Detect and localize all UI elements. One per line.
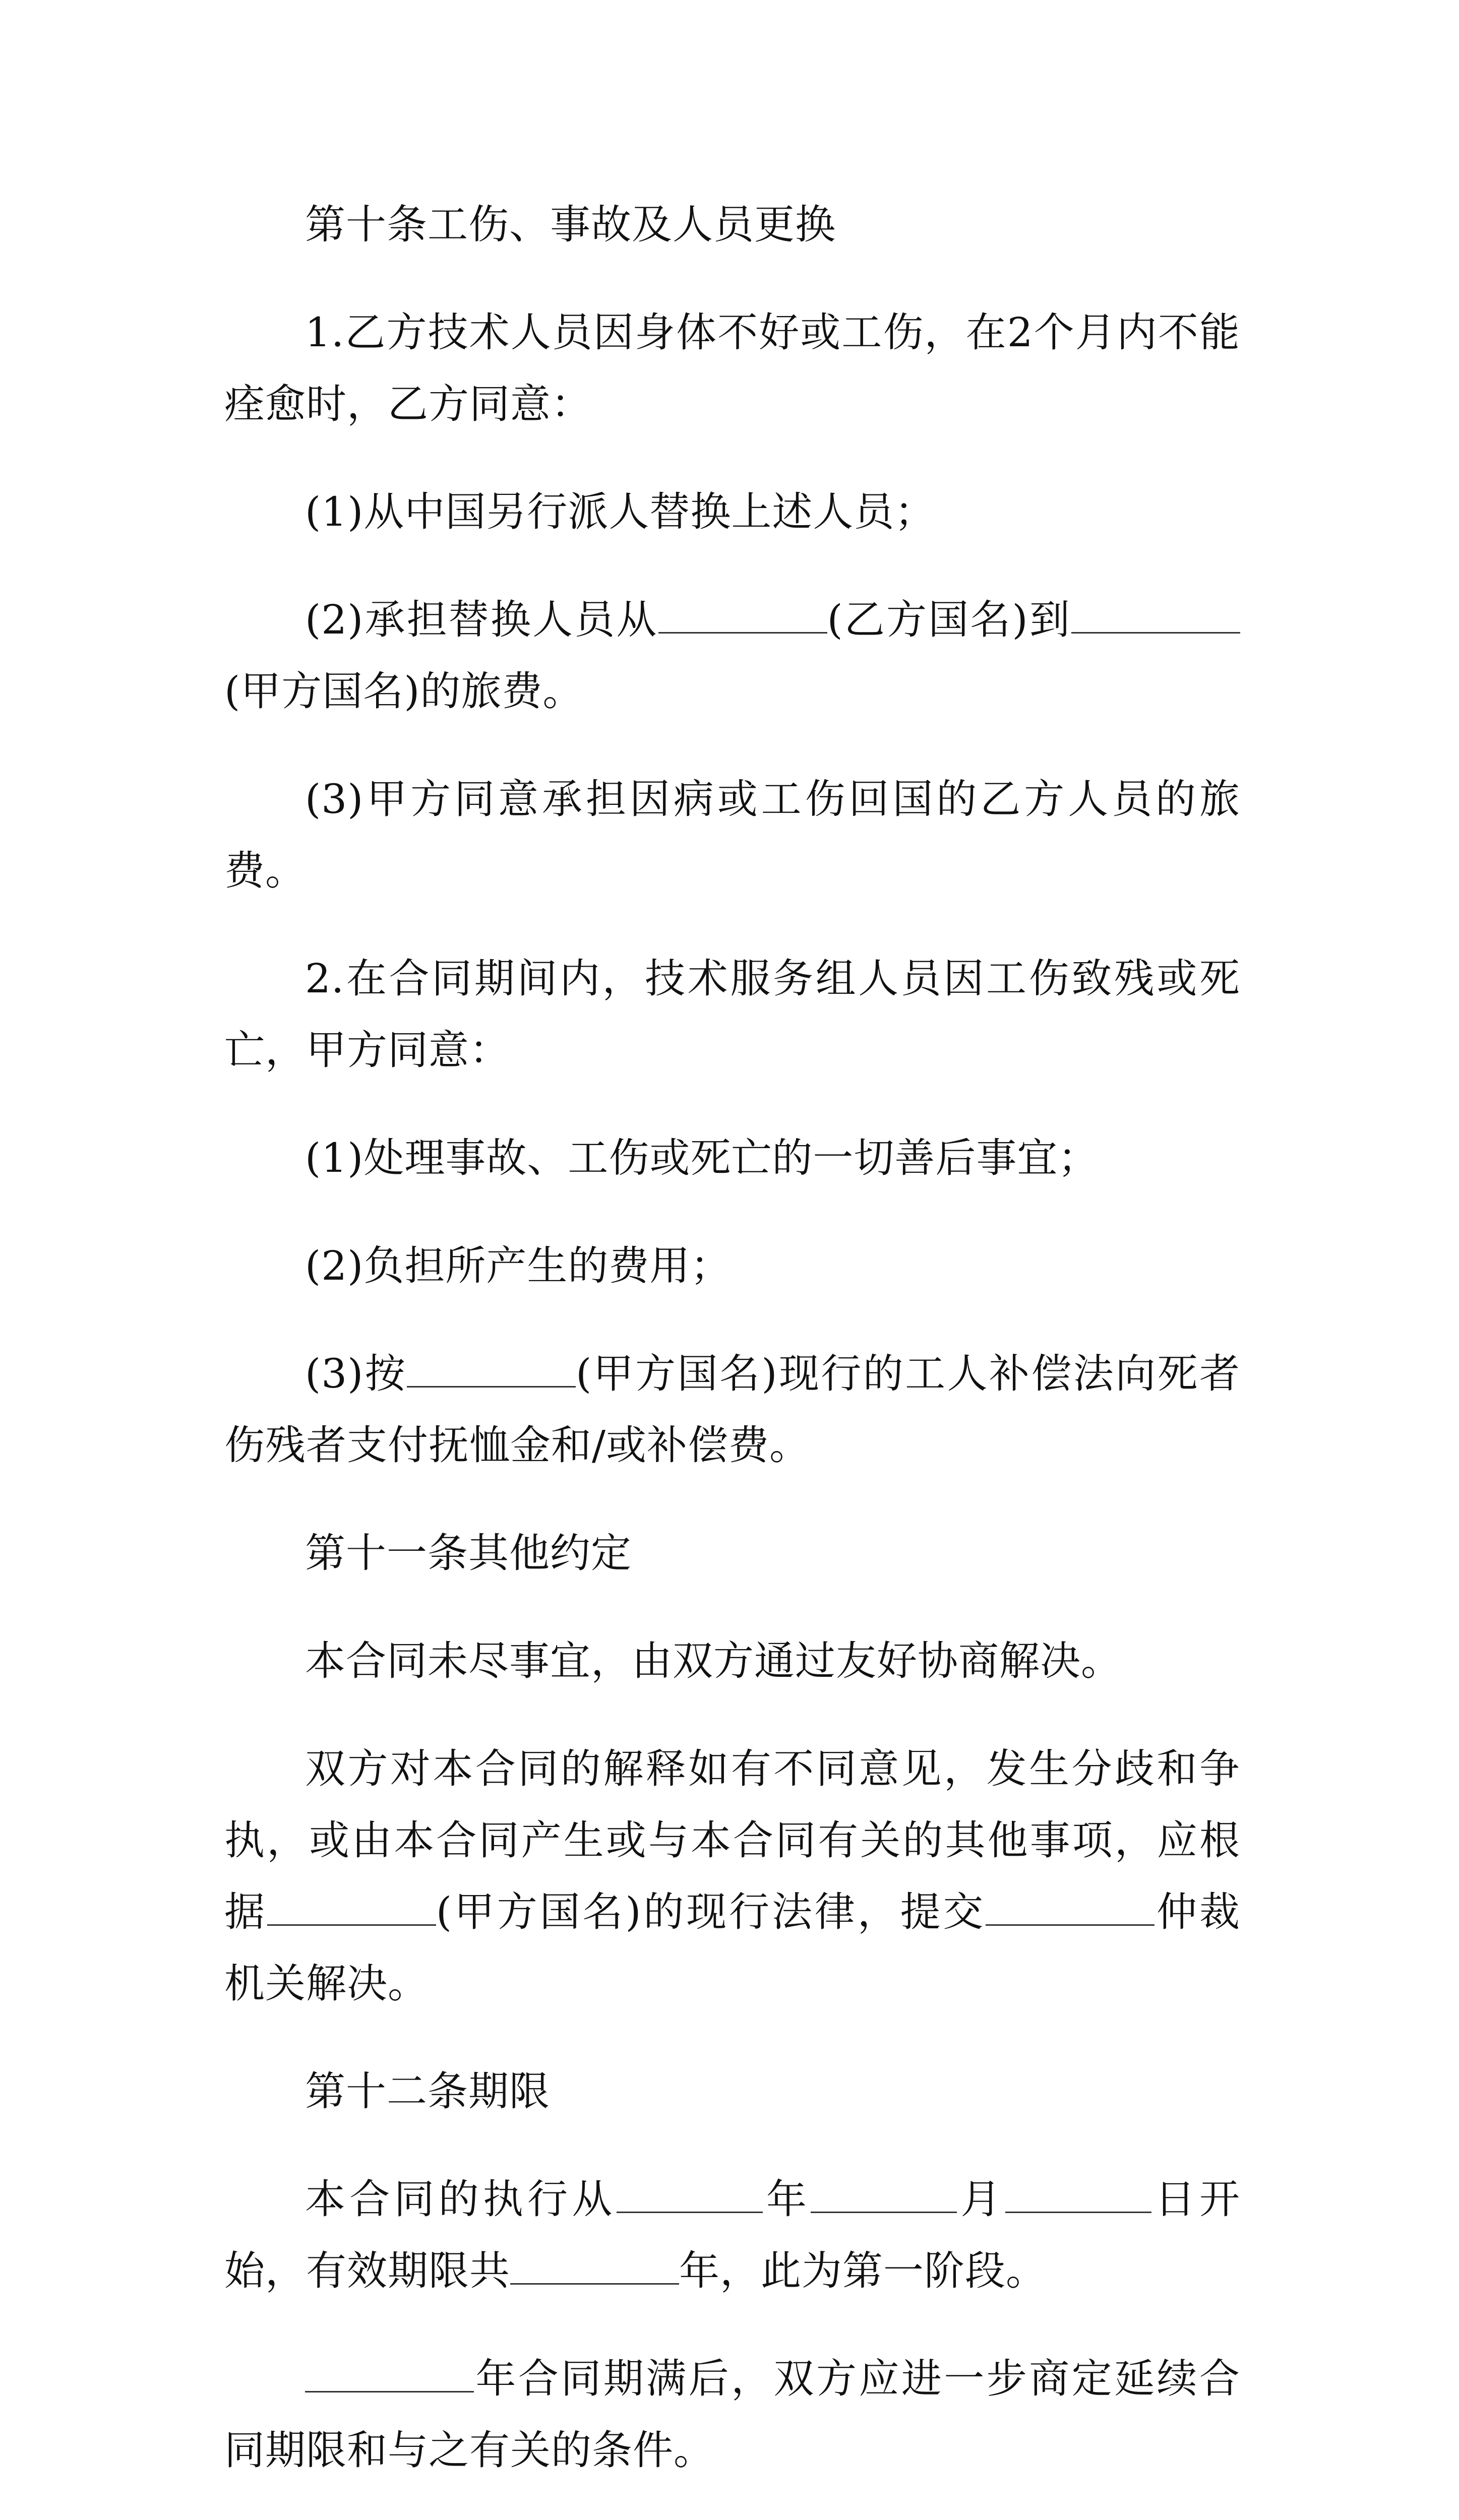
article-10-clause-1-item-1: (1)从中国另行派人替换上述人员；: [305, 488, 936, 535]
fill-in-blank: [510, 2247, 679, 2285]
article-10-clause-1: 1.乙方技术人员因身体不好或工伤，在2个月内不能痊愈时，乙方同意：: [224, 309, 1240, 427]
article-10-clause-2: 2.在合同期间内，技术服务组人员因工伤致残或死亡，甲方同意：: [224, 955, 1240, 1074]
fill-in-blank: [305, 2355, 474, 2392]
fill-in-blank: [407, 1350, 576, 1388]
article-10-clause-2-item-1: (1)处理事故、工伤或死亡的一切善后事宜；: [305, 1135, 1099, 1181]
document-body: [224, 189, 1240, 2520]
fill-in-blank: [267, 1888, 436, 1926]
fill-in-blank: [986, 1888, 1154, 1926]
article-12-heading: 第十二条期限: [305, 2068, 550, 2115]
fill-in-blank: [658, 596, 827, 634]
article-12-paragraph-2: 年合同期满后，双方应进一步商定延续合同期限和与之有关的条件。: [224, 2355, 1240, 2474]
article-11-paragraph-2: 双方对本合同的解释如有不同意见，发生分歧和争执，或由本合同产生或与本合同有关的其他事项，应根据 (甲方国名)的现行法律，提交 仲裁机关解决。: [224, 1745, 1241, 2007]
fill-in-blank: [617, 2175, 763, 2213]
article-12-paragraph-1: 本合同的执行从 年 月 日开始，有效期限共 年，此为第一阶段。: [224, 2176, 1241, 2294]
article-10-clause-1-item-2: (2)承担替换人员从 (乙方国名)到(甲方国名)的旅费。: [224, 584, 1240, 727]
article-11-heading: 第十一条其他约定: [305, 1530, 632, 1577]
article-10-clause-2-item-3: (3)按 (甲方国名)现行的工人补偿法向死者伤残者支付抚恤金和/或补偿费。: [224, 1350, 1241, 1469]
article-10-clause-1-item-3: (3)甲方同意承担因病或工伤回国的乙方人员的旅费。: [224, 776, 1240, 894]
fill-in-blank: [1005, 2175, 1151, 2213]
fill-in-blank: [1071, 596, 1240, 634]
article-11-paragraph-1: 本合同未尽事宜，由双方通过友好协商解决。: [305, 1637, 1122, 1684]
fill-in-blank: [811, 2175, 957, 2213]
article-10-clause-2-item-2: (2)负担所产生的费用；: [305, 1242, 732, 1289]
article-10-heading: 第十条工伤、事故及人员更换: [305, 201, 836, 248]
